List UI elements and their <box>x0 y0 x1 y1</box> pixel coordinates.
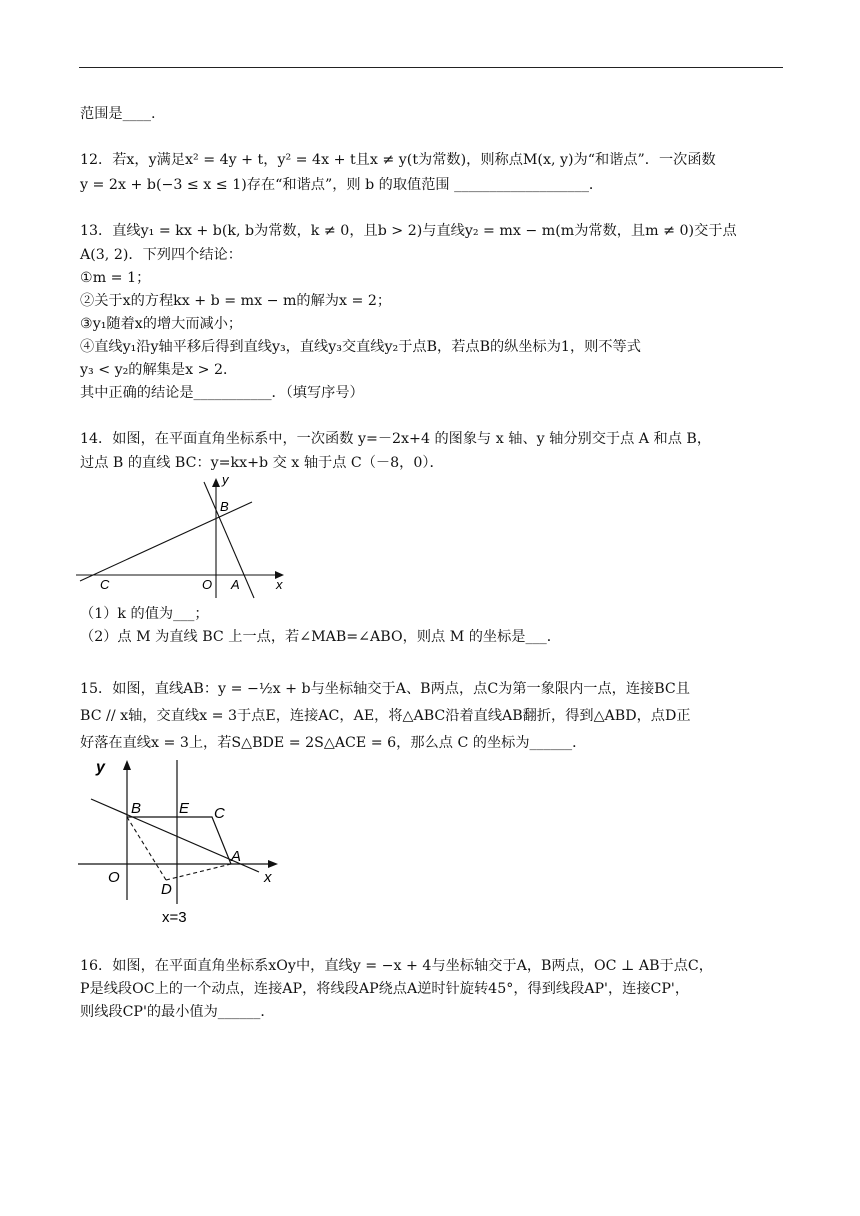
label-B: B <box>131 800 142 817</box>
segment-BD <box>127 817 166 880</box>
text-line: 13．直线y₁ = kx + b(k, b为常数，k ≠ 0，且b > 2)与直线y₂ = mx − m(m为常数，且m ≠ 0)交于点 <box>80 223 737 239</box>
label-A: A <box>231 848 242 865</box>
text-line: 范围是____. <box>80 106 156 122</box>
segment-DA <box>166 864 231 880</box>
x-axis-arrow <box>268 860 278 868</box>
label-y: y <box>222 476 229 487</box>
header-rule <box>79 67 783 68</box>
text-line: 其中正确的结论是___________．（填写序号） <box>80 385 364 401</box>
label-C: C <box>214 805 225 822</box>
text-line: BC // x轴，交直线x = 3于点E，连接AC，AE，将△ABC沿着直线AB翻折，得到△ABD，点D正 <box>80 708 691 724</box>
text-line: ④直线y₁沿y轴平移后得到直线y₃，直线y₃交直线y₂于点B，若点B的纵坐标为1，则不等式 <box>80 339 641 355</box>
text-line: 14．如图，在平面直角坐标系中，一次函数 y=－2x+4 的图象与 x 轴、y 轴分别交于点 A 和点 B， <box>80 431 712 447</box>
label-O: O <box>108 869 120 886</box>
label-y: y <box>96 759 105 776</box>
figure-14 <box>76 476 290 600</box>
label-A: A <box>231 577 240 592</box>
y-axis-arrow <box>123 760 131 770</box>
label-x: x <box>276 577 283 592</box>
text-line: （2）点 M 为直线 BC 上一点，若∠MAB=∠ABO，则点 M 的坐标是___． <box>80 629 561 645</box>
label-x: x <box>264 869 272 886</box>
text-line: 16．如图，在平面直角坐标系xOy中，直线y = −x + 4与坐标轴交于A，B两点，OC ⊥ AB于点C， <box>80 958 713 974</box>
text-line: 15．如图，直线AB：y = −½x + b与坐标轴交于A、B两点，点C为第一象限内一点，连接BC且 <box>80 681 690 697</box>
text-line: 好落在直线x = 3上，若S△BDE = 2S△ACE = 6，那么点 C 的坐标为______． <box>80 735 587 751</box>
text-line: 12．若x，y满足x² = 4y + t，y² = 4x + t且x ≠ y(t为常数)，则称点M(x, y)为“和谐点”．一次函数 <box>80 152 716 168</box>
label-O: O <box>202 577 213 592</box>
text-line: A(3, 2)．下列四个结论： <box>80 247 242 263</box>
segment-BC-CA <box>127 817 231 864</box>
text-line: ③y₁随着x的增大而减小； <box>80 316 243 332</box>
y-axis-arrow <box>212 478 220 487</box>
label-B: B <box>220 499 229 514</box>
figure-15 <box>78 754 284 928</box>
text-line: P是线段OC上的一个动点，连接AP，将线段AP绕点A逆时针旋转45°，得到线段AP'，连接CP'， <box>80 981 690 997</box>
label-x-eq-3: x=3 <box>162 909 187 926</box>
text-line: ②关于x的方程kx + b = mx − m的解为x = 2； <box>80 293 392 309</box>
text-line: ①m = 1； <box>80 270 151 286</box>
label-C: C <box>100 577 110 592</box>
text-line: （1）k 的值为___； <box>80 606 209 622</box>
label-D: D <box>161 881 172 898</box>
text-line: 过点 B 的直线 BC：y=kx+b 交 x 轴于点 C（－8，0）． <box>80 455 444 471</box>
text-line: y = 2x + b(−3 ≤ x ≤ 1)存在“和谐点”，则 b 的取值范围 ___________________． <box>80 177 604 193</box>
text-line: y₃ < y₂的解集是x > 2． <box>80 362 238 378</box>
text-line: 则线段CP'的最小值为______． <box>80 1004 275 1020</box>
label-E: E <box>179 800 190 817</box>
